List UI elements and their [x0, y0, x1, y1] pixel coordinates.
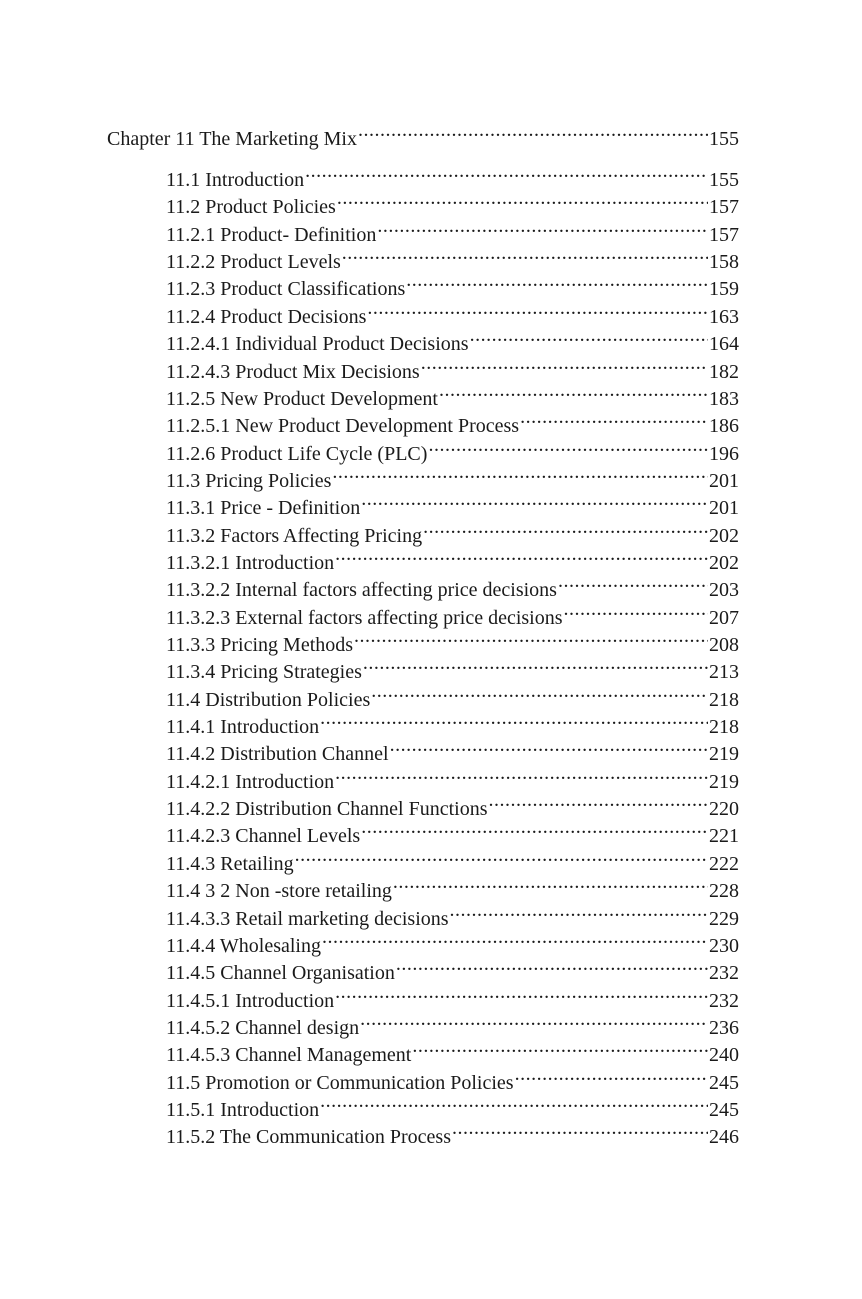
- toc-entry: [166, 405, 739, 438]
- entry-title: 11.4.2.3 Channel Levels: [166, 825, 361, 848]
- toc-entry: [166, 706, 739, 738]
- dot-leader: [470, 323, 708, 350]
- toc-entry: [166, 870, 739, 903]
- dot-leader: [360, 1007, 708, 1034]
- entry-title: 11.3.3 Pricing Methods: [166, 634, 354, 656]
- toc-entry: [166, 980, 739, 1012]
- entry-title: 11.4 3 2 Non -store retailing: [166, 880, 392, 903]
- dot-leader: [295, 843, 708, 870]
- dot-leader: [335, 542, 708, 569]
- entry-title: 11.2.4 Product Decisions: [166, 305, 367, 328]
- entry-page-number: 163: [709, 305, 739, 328]
- dot-leader: [335, 980, 708, 1007]
- toc-entry: [166, 351, 739, 383]
- toc-entry: [166, 159, 739, 191]
- dot-leader: [322, 925, 708, 952]
- entry-title: 11.3.4 Pricing Strategies: [166, 661, 362, 684]
- toc-entry: [166, 898, 739, 930]
- toc-entry: [166, 597, 739, 629]
- dot-leader: [393, 870, 708, 897]
- entry-page-number: 159: [709, 278, 739, 301]
- entry-title: 11.4.2 Distribution Channel: [166, 743, 389, 766]
- dot-leader: [412, 1034, 708, 1061]
- toc-entry: [166, 679, 739, 711]
- entry-title: 11.4.3 Retailing: [166, 852, 294, 875]
- entry-title: 11.4.5.1 Introduction: [166, 989, 335, 1012]
- entry-title: 11.3.1 Price - Definition: [166, 497, 361, 520]
- entry-page-number: 186: [709, 415, 739, 438]
- toc-entry: [166, 214, 739, 246]
- toc-entry: [166, 952, 739, 985]
- entry-page-number: 157: [709, 223, 739, 246]
- entry-title: 11.2.2 Product Levels: [166, 251, 341, 274]
- dot-leader: [337, 186, 708, 213]
- entry-title: 11.3 Pricing Policies: [166, 469, 332, 492]
- entry-page-number: 201: [709, 469, 739, 492]
- entry-title: 11.2.4.3 Product Mix Decisions: [166, 360, 420, 383]
- dot-leader: [361, 487, 708, 514]
- toc-entry: [166, 1062, 739, 1094]
- dot-leader: [363, 651, 708, 678]
- entry-title: 11.5.1 Introduction: [166, 1098, 320, 1121]
- dot-leader: [439, 378, 708, 405]
- dot-leader: [564, 597, 708, 624]
- entry-title: 11.2 Product Policies: [166, 196, 336, 219]
- entry-page-number: 222: [709, 852, 739, 875]
- entry-title: 11.4.4 Wholesaling: [166, 934, 321, 957]
- toc-entry: [166, 460, 739, 492]
- toc-entry: [166, 651, 739, 684]
- entry-page-number: 158: [709, 251, 739, 274]
- entry-page-number: 245: [709, 1071, 739, 1094]
- entry-page-number: 202: [709, 524, 739, 547]
- dot-leader: [406, 268, 708, 295]
- entry-title: 11.5.2 The Communication Process: [166, 1126, 451, 1149]
- entry-title: 11.3.2.3 External factors affecting price decisions: [166, 606, 563, 629]
- toc-entry: [166, 733, 739, 766]
- entry-page-number: 228: [709, 880, 739, 903]
- dot-leader: [390, 733, 708, 760]
- entry-title: 11.2.1 Product- Definition: [166, 223, 377, 246]
- entry-page-number: 155: [709, 169, 739, 191]
- dot-leader: [371, 679, 708, 706]
- dot-leader: [361, 815, 708, 842]
- toc-entry: [166, 378, 739, 410]
- entry-title: 11.4.5.2 Channel design: [166, 1016, 360, 1039]
- entry-title: 11.1 Introduction: [166, 169, 305, 191]
- dot-leader: [423, 515, 708, 542]
- entry-title: 11.2.4.1 Individual Product Decisions: [166, 333, 469, 356]
- entry-page-number: 202: [709, 551, 739, 574]
- entry-page-number: 213: [709, 661, 739, 684]
- toc-entry: [166, 515, 739, 547]
- entry-page-number: 218: [709, 716, 739, 738]
- entry-title: 11.2.6 Product Life Cycle (PLC): [166, 442, 428, 465]
- entry-page-number: 183: [709, 387, 739, 410]
- entry-title: 11.4.2.1 Introduction: [166, 770, 335, 793]
- toc-entry: [166, 624, 739, 656]
- toc-entry: [166, 569, 739, 602]
- entry-page-number: 182: [709, 360, 739, 383]
- toc-entry: [166, 815, 739, 848]
- dot-leader: [320, 706, 708, 733]
- dot-leader: [488, 788, 708, 815]
- dot-leader: [421, 351, 708, 378]
- dot-leader: [332, 460, 708, 487]
- entry-title: 11.4.1 Introduction: [166, 716, 320, 738]
- entry-page-number: 232: [709, 962, 739, 985]
- toc-entry: [166, 843, 739, 875]
- entry-page-number: 157: [709, 196, 739, 219]
- entry-page-number: 208: [709, 634, 739, 656]
- entry-page-number: 201: [709, 497, 739, 520]
- dot-leader: [342, 241, 708, 268]
- entry-page-number: 220: [709, 798, 739, 821]
- entry-page-number: 245: [709, 1098, 739, 1121]
- entry-title: 11.2.5 New Product Development: [166, 387, 438, 410]
- dot-leader: [320, 1089, 708, 1116]
- chapter-title: Chapter 11 The Marketing Mix: [107, 128, 357, 150]
- dot-leader: [452, 1116, 708, 1143]
- toc-entry: [166, 788, 739, 821]
- entry-page-number: 218: [709, 688, 739, 711]
- dot-leader: [335, 761, 708, 788]
- dot-leader: [305, 159, 708, 186]
- entry-title: 11.2.3 Product Classifications: [166, 278, 406, 301]
- entry-title: 11.4.2.2 Distribution Channel Functions: [166, 798, 488, 821]
- entry-title: 11.2.5.1 New Product Development Process: [166, 415, 520, 438]
- toc-entry: [166, 1007, 739, 1039]
- entry-page-number: 203: [709, 579, 739, 602]
- entry-title: 11.5 Promotion or Communication Policies: [166, 1071, 514, 1094]
- entry-page-number: 219: [709, 743, 739, 766]
- toc-entry: [166, 1116, 739, 1149]
- entry-page-number: 207: [709, 606, 739, 629]
- dot-leader: [450, 898, 708, 925]
- entry-title: 11.4.5 Channel Organisation: [166, 962, 395, 985]
- toc-entry: [166, 761, 739, 793]
- entry-title: 11.4 Distribution Policies: [166, 688, 371, 711]
- toc-entry: [166, 241, 739, 274]
- toc-entry: [166, 186, 739, 219]
- entry-page-number: 230: [709, 934, 739, 957]
- toc-entry: [166, 1089, 739, 1121]
- entry-page-number: 164: [709, 333, 739, 356]
- chapter-page-number: 155: [709, 128, 739, 150]
- dot-leader: [515, 1062, 708, 1089]
- dot-leader: [520, 405, 708, 432]
- toc-entry: [166, 542, 739, 574]
- entry-page-number: 219: [709, 770, 739, 793]
- entry-page-number: 196: [709, 442, 739, 465]
- entry-page-number: 232: [709, 989, 739, 1012]
- toc-entry: [166, 323, 739, 356]
- dot-leader: [367, 296, 708, 323]
- entry-title: 11.3.2.2 Internal factors affecting price decisions: [166, 579, 557, 602]
- dot-leader: [558, 569, 708, 596]
- toc-entry: [166, 925, 739, 957]
- dot-leader: [377, 214, 708, 241]
- toc-entry: [166, 487, 739, 520]
- toc-entry: [166, 268, 739, 301]
- entry-page-number: 240: [709, 1044, 739, 1067]
- entry-page-number: 229: [709, 907, 739, 930]
- entry-title: 11.3.2.1 Introduction: [166, 551, 335, 574]
- chapter-heading-entry: [107, 118, 739, 150]
- dot-leader: [428, 433, 708, 460]
- dot-leader: [396, 952, 708, 979]
- entry-page-number: 246: [709, 1126, 739, 1149]
- toc-entry: [166, 296, 739, 328]
- entry-page-number: 221: [709, 825, 739, 848]
- entry-title: 11.4.5.3 Channel Management: [166, 1044, 412, 1067]
- toc-entry: [166, 433, 739, 465]
- dot-leader: [354, 624, 708, 651]
- entry-page-number: 236: [709, 1016, 739, 1039]
- entry-title: 11.3.2 Factors Affecting Pricing: [166, 524, 423, 547]
- toc-entry: [166, 1034, 739, 1067]
- entry-title: 11.4.3.3 Retail marketing decisions: [166, 907, 449, 930]
- dot-leader: [358, 118, 708, 145]
